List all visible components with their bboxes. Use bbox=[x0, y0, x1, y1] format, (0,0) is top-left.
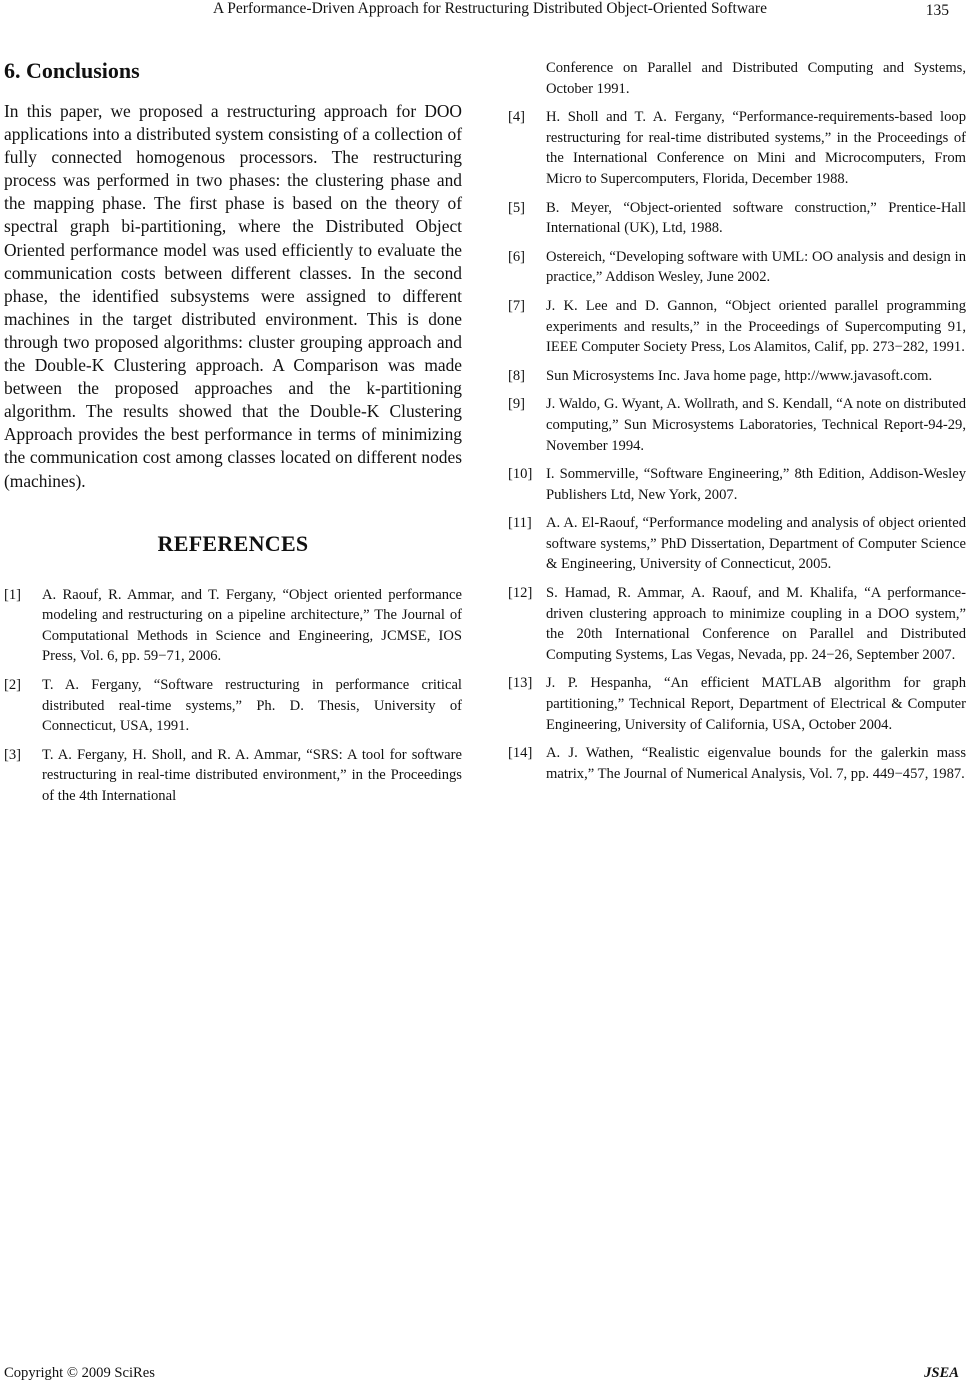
reference-number: [1] bbox=[4, 586, 22, 603]
reference-number: [7] bbox=[508, 297, 526, 314]
reference-text: Sun Microsystems Inc. Java home page, http://www.javasoft.com. bbox=[546, 367, 933, 384]
reference-text: B. Meyer, “Object-oriented software construction,” Prentice-Hall International (UK), Ltd, 1988. bbox=[546, 199, 966, 237]
reference-item bbox=[508, 673, 966, 735]
reference-number: [8] bbox=[508, 367, 526, 384]
reference-text: A. Raouf, R. Ammar, and T. Fergany, “Object oriented performance modeling and restructuring on a pipeline architecture,” The Journal of Computational Methods in Science and Engineering, JCMSE, IOS Press, Vol. 6, pp. 59−71, 2006. bbox=[42, 586, 462, 665]
reference-item bbox=[4, 585, 462, 667]
reference-number: [4] bbox=[508, 109, 526, 126]
reference-continuation: Conference on Parallel and Distributed Computing and Systems, October 1991. bbox=[546, 60, 966, 97]
reference-text: S. Hamad, R. Ammar, A. Raouf, and M. Khalifa, “A performance-driven clustering approach to minimize coupling in a DOO system,” the 20th International Conference on Parallel and Distributed Computing Systems, Las Vegas, Nevada, pp. 24−26, September 2007. bbox=[546, 585, 966, 663]
reference-number: [13] bbox=[508, 675, 533, 692]
running-header-title: A Performance-Driven Approach for Restructuring Distributed Object-Oriented Software bbox=[213, 0, 767, 17]
reference-item bbox=[508, 198, 966, 239]
reference-text: T. A. Fergany, “Software restructuring in performance critical distributed real-time systems,” Ph. D. Thesis, University of Connecticut, USA, 1991. bbox=[42, 676, 462, 735]
reference-number: [9] bbox=[508, 396, 526, 413]
reference-item bbox=[508, 394, 966, 456]
references-heading: REFERENCES bbox=[157, 530, 309, 556]
reference-text: I. Sommerville, “Software Engineering,” 8th Edition, Addison-Wesley Publishers Ltd, New York, 2007. bbox=[546, 466, 966, 503]
reference-number: [2] bbox=[4, 676, 22, 693]
reference-item bbox=[508, 583, 966, 665]
copyright-footer: Copyright © 2009 SciRes bbox=[4, 1365, 155, 1381]
right-column bbox=[508, 58, 966, 792]
reference-number: [6] bbox=[508, 248, 526, 265]
reference-item bbox=[4, 745, 462, 807]
conclusions-heading: 6. Conclusions bbox=[4, 58, 140, 83]
reference-item bbox=[508, 107, 966, 189]
reference-number: [11] bbox=[508, 515, 532, 532]
reference-item bbox=[508, 296, 966, 358]
reference-item bbox=[508, 247, 966, 288]
reference-text: H. Sholl and T. A. Fergany, “Performance-requirements-based loop restructuring for real-time distributed systems,” in the Proceedings of the International Conference on Mini and Microcomputers, From Micro to Supercomputers, Florida, December 1988. bbox=[546, 109, 966, 187]
reference-number: [14] bbox=[508, 745, 533, 762]
reference-item bbox=[4, 675, 462, 737]
reference-text: Ostereich, “Developing software with UML: OO analysis and design in practice,” Addison Wesley, June 2002. bbox=[546, 248, 966, 286]
reference-item bbox=[508, 513, 966, 575]
conclusions-paragraph: In this paper, we proposed a restructuring approach for DOO applications into a distributed system consisting of a collection of fully connected homogenous processors. The restructuring process was performed in two phases: the clustering phase and the mapping phase. The first phase is based on the theory of spectral graph bi-partitioning, where the Distributed Object Oriented performance model was used efficiently to evaluate the communication costs between different classes. In the second phase, the identified subsystems were assigned to different machines in the target distributed environment. This is done through two proposed algorithms: cluster grouping approach and the Double-K Clustering approach. A Comparison was made between the proposed approaches and the k-partitioning algorithm. The results showed that the Double-K Clustering Approach provides the best performance in terms of minimizing the communication cost among classes located on different nodes (machines). bbox=[4, 101, 462, 491]
reference-text: J. P. Hespanha, “An efficient MATLAB algorithm for graph partitioning,” Technical Report, Department of Electrical & Computer Engineering, University of California, USA, October 2004. bbox=[546, 675, 966, 733]
reference-item bbox=[508, 366, 966, 387]
reference-text: T. A. Fergany, H. Sholl, and R. A. Ammar, “SRS: A tool for software restructuring in real-time distributed environment,” in the Proceedings of the 4th International bbox=[42, 746, 462, 804]
reference-text: J. Waldo, G. Wyant, A. Wollrath, and S. Kendall, “A note on distributed computing,” Sun Microsystems Laboratories, Technical Report-94-29, November 1994. bbox=[546, 396, 966, 454]
reference-item bbox=[508, 743, 966, 784]
reference-number: [10] bbox=[508, 466, 533, 483]
left-column bbox=[4, 58, 462, 815]
reference-number: [3] bbox=[4, 746, 22, 763]
page-number: 135 bbox=[925, 2, 949, 19]
reference-number: [12] bbox=[508, 585, 533, 602]
reference-text: A. J. Wathen, “Realistic eigenvalue bounds for the galerkin mass matrix,” The Journal of Numerical Analysis, Vol. 7, pp. 449−457, 1987. bbox=[546, 745, 966, 782]
journal-footer: JSEA bbox=[924, 1365, 959, 1381]
reference-text: A. A. El-Raouf, “Performance modeling and analysis of object oriented software systems,” PhD Dissertation, Department of Computer Science & Engineering, University of Connecticut, 2005. bbox=[546, 515, 966, 573]
reference-number: [5] bbox=[508, 199, 526, 216]
reference-text: J. K. Lee and D. Gannon, “Object oriented parallel programming experiments and results,” in the Proceedings of Supercomputing 91, IEEE Computer Society Press, Los Alamitos, Calif, pp. 273−282, 1991. bbox=[546, 297, 966, 356]
reference-item bbox=[508, 464, 966, 505]
